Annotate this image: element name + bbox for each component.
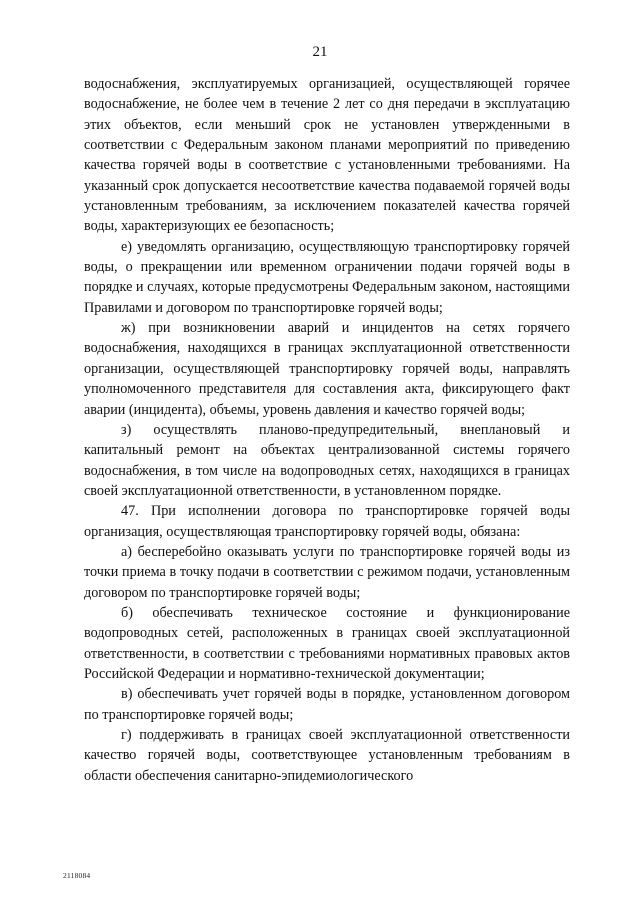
paragraph-item-g: г) поддерживать в границах своей эксплуатационной ответственности качество горячей воды, соответствующее установленным требованиям в области обеспечения санитарно-эпидемиологического [84, 727, 570, 784]
page-number: 21 [312, 44, 328, 60]
paragraph-item-zh: ж) при возникновении аварий и инцидентов на сетях горячего водоснабжения, находящихся в границах эксплуатационной ответственности организации, осуществляющей транспортировку горячей воды, направлять уполномоченного представителя для составления акта, фиксирующего факт аварии (инцидента), объемы, уровень давления и качество горячей воды; [84, 320, 570, 418]
paragraph-clause-47: 47. При исполнении договора по транспортировке горячей воды организация, осуществляющая транспортировку горячей воды, обязана: [84, 503, 570, 540]
document-body [84, 74, 570, 786]
paragraph-item-z: з) осуществлять планово-предупредительный, внеплановый и капитальный ремонт на объектах централизованной системы горячего водоснабжения, в том числе на водопроводных сетях, находящихся в границах своей эксплуатационной ответственности, в установленном порядке. [84, 421, 570, 499]
paragraph-item-e: е) уведомлять организацию, осуществляющую транспортировку горячей воды, о прекращении или временном ограничении подачи горячей воды в порядке и случаях, которые предусмотрены Федеральным законом, настоящими Правилами и договором по транспортировке горячей воды; [84, 238, 570, 316]
paragraph-item-v: в) обеспечивать учет горячей воды в порядке, установленном договором по транспортировке горячей воды; [84, 686, 570, 723]
paragraph-item-a: а) бесперебойно оказывать услуги по транспортировке горячей воды из точки приема в точку подачи в соответствии с режимом подачи, установленным договором по транспортировке горячей воды; [84, 543, 570, 601]
paragraph-item-b: б) обеспечивать техническое состояние и функционирование водопроводных сетей, расположенных в границах своей эксплуатационной ответственности, в соответствии с требованиями нормативных правовых актов Российской Федерации и нормативно-технической документации; [84, 604, 570, 682]
paragraph-continuation: водоснабжения, эксплуатируемых организацией, осуществляющей горячее водоснабжение, не более чем в течение 2 лет со дня передачи в эксплуатацию этих объектов, если меньший срок не установлен утвержденными в соответствии с Федеральным законом планами мероприятий по приведению качества горячей воды в соответствие с установленными требованиями. На указанный срок допускается несоответствие качества подаваемой горячей воды установленным требованиям, за исключением показателей качества горячей воды, характеризующих ее безопасность; [84, 76, 570, 235]
document-code: 2118084 [63, 871, 91, 880]
